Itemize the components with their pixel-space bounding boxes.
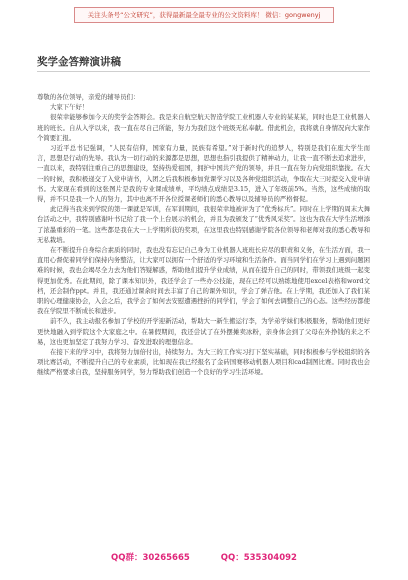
salutation: 尊敬的各位领导，亲爱的辅导员们： (37, 93, 140, 101)
paragraph: 很荣幸能够参加今天的奖学金答辩会。我是来自航空航天智造学院工业机器人专业的某某某，同时也是工业机器人班的班长。自从入学以来，我一直在尽自己所能，努力为我们这个班级无私奉献。借此机会，我将就自身情况向大家作个简要汇报。 (37, 113, 370, 142)
footer-contact (0, 551, 408, 565)
greeting: 大家下午好！ (50, 103, 89, 112)
paragraph: 在不断提升自身综合素质的同时，我也没有忘记自己身为工业机器人班班长应尽的职责和义务，在生活方面，我一直用心督促着同学们保持内务整洁，让大家可以拥有一个舒适的学习环境和生活条件。面当同学们在学习上遇到问题困难的时候，我也会竭尽全力去为他们答疑解惑，帮助他们提升学业成绩，从而在提升自己的同时，带领我们班级一起变得更加优秀。在此期间，除了课本知识外，我还学会了一些办公技能，现在已经可以熟练地使用excel表格和word文档，还会制作ppt。并且，我还通过课余时间去丰富了自己的课外知识，学会了弹吉他。在上学期，我还加入了我们某职的心理健康协会，入会之后，我学会了如何去安慰遭遇挫折的同学们，学会了如何去调整自己的心态。这些经历都使我在学院里不断成长和进步。 (37, 246, 370, 316)
qq-group-number: QQ群：30265665 (111, 553, 190, 563)
paragraph: 此记得当我来到学院的第一课就是军训，在军训期间，我很荣幸地被评为了“优秀标兵”。同时在上学期的周末大舞台活动之中，我特别感谢叶书记给了我一个上台展示的机会，并且为我颁发了“优秀风采奖”。这也为我在大学生活增添了浓墨重彩的一笔。这些都是我在大一上学期所获的奖项，在这里我也特别感谢学院各位领导和老师对我的悉心教导和无私栽培。 (37, 205, 370, 244)
paragraph: 在接下来的学习中，我将努力加倍付出，持续努力。为大三的工作实习打下坚实基础，同时积极参与学校组织的各项比赛活动，不断提升自己的专业素质，比如现在我已经报名了金砖国赛移动机器人项目和cad制图比赛。同时我也会继续严格要求自我，坚持服务同学，努力帮助我们创造一个良好的学习生活环境。 (37, 348, 370, 377)
paragraph: 习近平总书记强调，“人民有信仰，国家有力量，民族有希望。”对于新时代的追梦人，特别是我们在座大学生而言，思想是行动的先导。我认为一切行动的来源都是思想，思想也指引我提供了精神动力，让我一直不断去追求进步，一直以来，我特别注重自己的思想建设，坚持热爱祖国，拥护中国共产党的领导，并且一直在努力向党组织靠拢。在大一的时候，我积极递交了入党申请书，入团之后我积极参加党课学习以及各种党组织活动，争取在大三时提交入党申请书。大家现在看到的这张图片是我的专业课成绩单，平均绩点成绩是3.15，进入了年级前5%。当然，这些成绩的取得，并不只是我一个人的努力，其中也离不开各位授课老师们的悉心教导以及辅导员的严格督促。 (37, 144, 370, 204)
document-body (37, 92, 370, 544)
title-divider (37, 71, 370, 72)
paragraph: 前不久，我主动报名参加了学校的开学迎新活动，帮助大一新生搬运行李，为学弟学妹们积极服务，帮助他们更好更快地融入到学院这个大家庭之中。在暑假期间，我还尝试了在外摆摊卖冰粉，亲身体会到了父母在外挣钱的来之不易，这也更加坚定了我努力学习、奋发进取的理想信念。 (37, 317, 370, 346)
header-ad-banner: 关注头条号“公文研究”，获得最新最全最专业的公文资料库！ 微信：gongwenyj (74, 7, 334, 23)
qq-number: QQ：535304092 (220, 553, 297, 563)
page-title: 奖学金答辩演讲稿 (37, 56, 121, 68)
